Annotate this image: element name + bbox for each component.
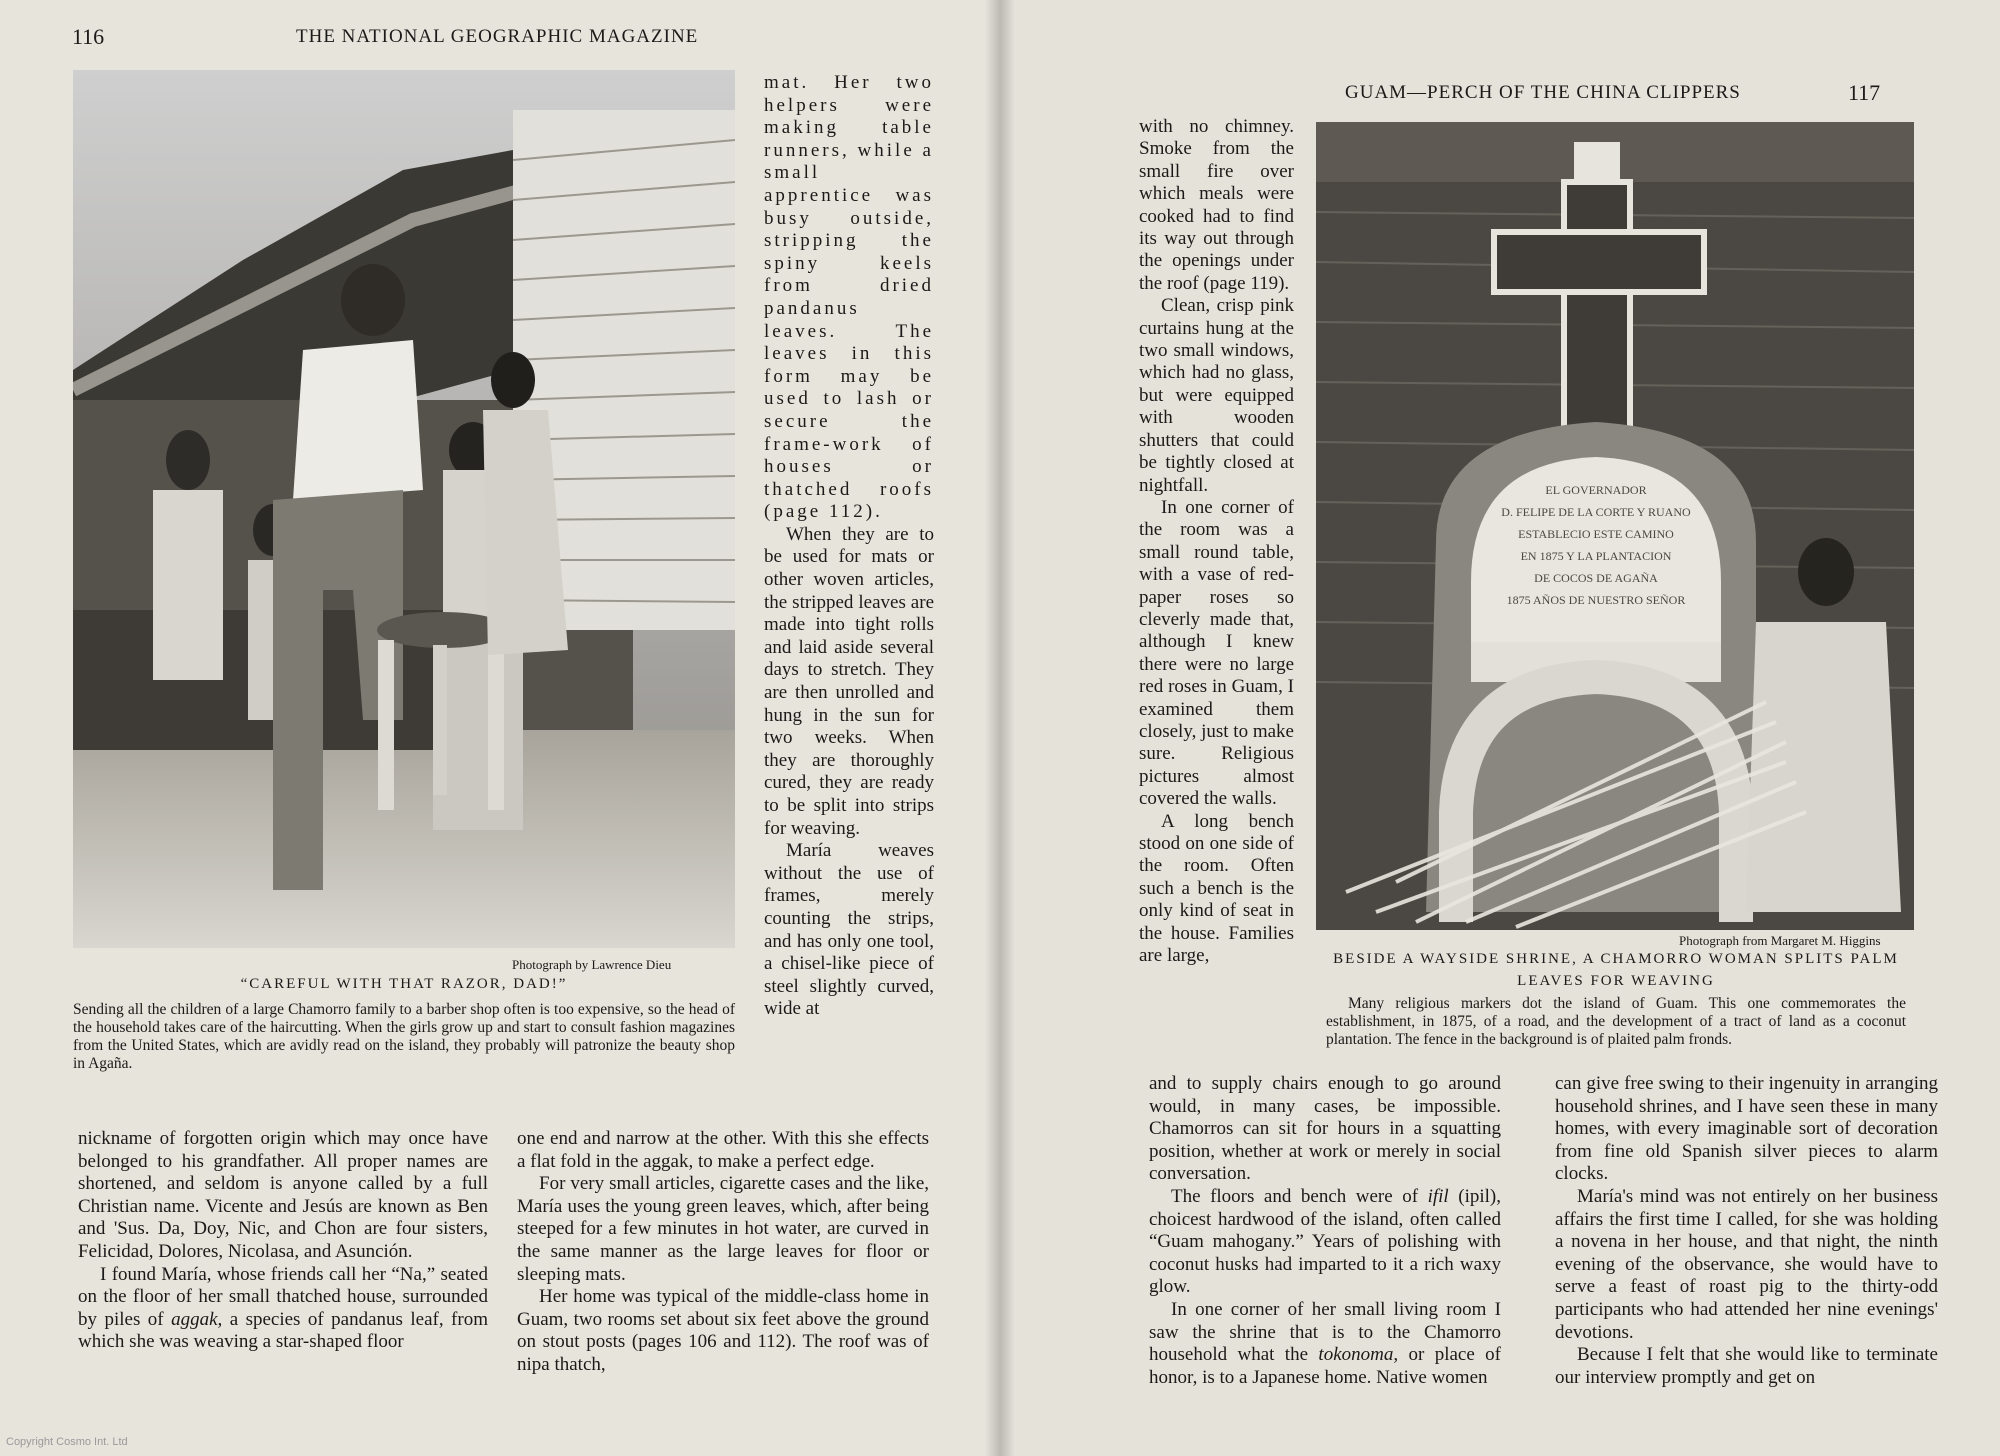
text-run: (ipil), choicest hardwood of the island, often called “Guam mahogany.” Years of polishing with coconut husks had imparted to it a rich waxy glow. <box>1149 1185 1501 1298</box>
italic-term: tokonoma, <box>1318 1344 1399 1366</box>
column-paragraph <box>1149 1186 1501 1299</box>
text-run: I found María, whose friends call her “Na,” seated on the floor of her small thatched house, surrounded by piles of <box>78 1263 488 1330</box>
bottom-column-1 <box>1149 1073 1501 1389</box>
watermark: Copyright Cosmo Int. Ltd <box>6 1436 128 1448</box>
inscription-line: EL GOVERNADOR <box>1545 483 1647 497</box>
text-run: or place of honor, is to a Japanese home. Native women <box>1149 1344 1501 1388</box>
inscription-line: DE COCOS DE AGAÑA <box>1534 571 1658 585</box>
column-paragraph: When they are to be used for mats or other woven articles, the stripped leaves are made into tight rolls and laid aside several days to stretch. They are then unrolled and hung in the sun for two weeks. When they are thoroughly cured, they are ready to be split into strips for weaving. <box>764 523 934 839</box>
column-paragraph: Her home was typical of the middle-class home in Guam, two rooms set about six feet above the ground on stout posts (pages 106 and 112). The roof was of nipa thatch, <box>517 1286 929 1375</box>
inscription-line: D. FELIPE DE LA CORTE Y RUANO <box>1501 505 1691 519</box>
right-column <box>764 72 934 1021</box>
right-page <box>1000 0 2000 1456</box>
text-run: The floors and bench were of <box>1171 1185 1428 1207</box>
photo-caption: Many religious markers dot the island of Guam. This one commemorates the establishment, in 1875, of a road, and the development of a tract of land as a coconut plantation. The fence in the background is of plaited palm fronds. <box>1326 995 1906 1048</box>
column-paragraph: mat. Her two helpers were making table runners, while a small apprentice was busy outside, stripping the spiny keels from dried pandanus leaves. The leaves in this form may be used to lash or secure the frame-work of houses or thatched roofs (page 112). <box>764 72 934 523</box>
text-run: In one corner of her small living room I saw the shrine that is to the Chamorro household what the <box>1149 1298 1501 1366</box>
inscription-line: 1875 AÑOS DE NUESTRO SEÑOR <box>1506 593 1686 607</box>
photo-title: “CAREFUL WITH THAT RAZOR, DAD!” <box>240 976 568 992</box>
column-paragraph <box>1149 1299 1501 1389</box>
page-number: 116 <box>72 24 105 49</box>
bottom-column-1 <box>78 1128 488 1354</box>
inscription-line: EN 1875 Y LA PLANTACION <box>1520 549 1672 563</box>
column-paragraph: For very small articles, cigarette cases and the like, María uses the young green leaves, which, after being steeped for a few minutes in hot water, are curved in the same manner as the large leaves for floor or sleeping mats. <box>517 1173 929 1285</box>
running-head: GUAM—PERCH OF THE CHINA CLIPPERS <box>1345 82 1741 103</box>
column-paragraph <box>78 1264 488 1354</box>
bottom-column-2 <box>517 1128 929 1377</box>
italic-term: aggak, <box>171 1308 223 1330</box>
column-paragraph: can give free swing to their ingenuity in arranging household shrines, and I have seen these in many homes, with every imaginable sort of decoration from fine old Spanish silver pieces to alarm clocks. <box>1555 1073 1938 1185</box>
column-paragraph: Clean, crisp pink curtains hung at the two small windows, which had no glass, but were equipped with wooden shutters that could be tightly closed at nightfall. <box>1139 295 1294 496</box>
inscription-line: ESTABLECIO ESTE CAMINO <box>1518 527 1674 541</box>
column-paragraph: nickname of forgotten origin which may once have belonged to his grandfather. All proper names are shortened, and seldom is anyone called by a full Christian name. Vicente and Jesús are known as Ben and 'Sus. Da, Doy, Nic, and Chon are four sisters, Felicidad, Dolores, Nicolasa, and Asunción. <box>78 1128 488 1262</box>
running-head: THE NATIONAL GEOGRAPHIC MAGAZINE <box>296 26 699 47</box>
italic-term: ifil <box>1427 1185 1449 1207</box>
book-gutter <box>985 0 1015 1456</box>
photo-caption: Sending all the children of a large Chamorro family to a barber shop often is too expensive, so the head of the household takes care of the haircutting. When the girls grow up and start to consult fashion magazines from the United States, which are avidly read on the island, they probably will patronize the beauty shop in Agaña. <box>73 1001 735 1072</box>
page-number: 117 <box>1848 80 1881 105</box>
column-paragraph: In one corner of the room was a small round table, with a vase of red-paper roses so cleverly made that, although I knew there were no large red roses in Guam, I examined them closely, just to make sure. Religious pictures almost covered the walls. <box>1139 496 1294 810</box>
column-paragraph: Because I felt that she would like to terminate our interview promptly and get on <box>1555 1344 1938 1388</box>
column-paragraph: and to supply chairs enough to go around would, in many cases, be impossible. Chamorros can sit for hours in a squatting position, whether at work or merely in social conversation. <box>1149 1073 1501 1185</box>
shrine-photo <box>1316 122 1914 930</box>
column-paragraph: María's mind was not entirely on her business affairs the first time I called, for she was holding a novena in her house, and that night, the ninth evening of the observance, she would have to serve a feast of roast pig to the thirty-odd participants who had attended her nine evenings' devotions. <box>1555 1185 1938 1343</box>
left-column <box>1139 116 1294 967</box>
column-paragraph: A long bench stood on one side of the room. Often such a bench is the only kind of seat in the house. Families are large, <box>1139 810 1294 967</box>
column-paragraph: one end and narrow at the other. With this she effects a flat fold in the aggak, to make a perfect edge. <box>517 1128 929 1172</box>
bottom-column-2 <box>1555 1073 1938 1389</box>
text-run: a species of pandanus leaf, from which she was weaving a star-shaped floor <box>78 1308 488 1353</box>
photo-credit: Photograph by Lawrence Dieu <box>512 957 672 972</box>
column-paragraph: María weaves without the use of frames, merely counting the strips, and has only one tool, a chisel-like piece of steel slightly curved, wide at <box>764 840 934 1020</box>
photo-title: BESIDE A WAYSIDE SHRINE, A CHAMORRO WOMAN SPLITS PALM LEAVES FOR WEAVING <box>1333 951 1899 989</box>
column-paragraph: with no chimney. Smoke from the small fire over which meals were cooked had to find its way out through the openings under the roof (page 119). <box>1139 116 1294 294</box>
photo-credit: Photograph from Margaret M. Higgins <box>1679 933 1881 948</box>
barber-photo <box>73 70 735 948</box>
